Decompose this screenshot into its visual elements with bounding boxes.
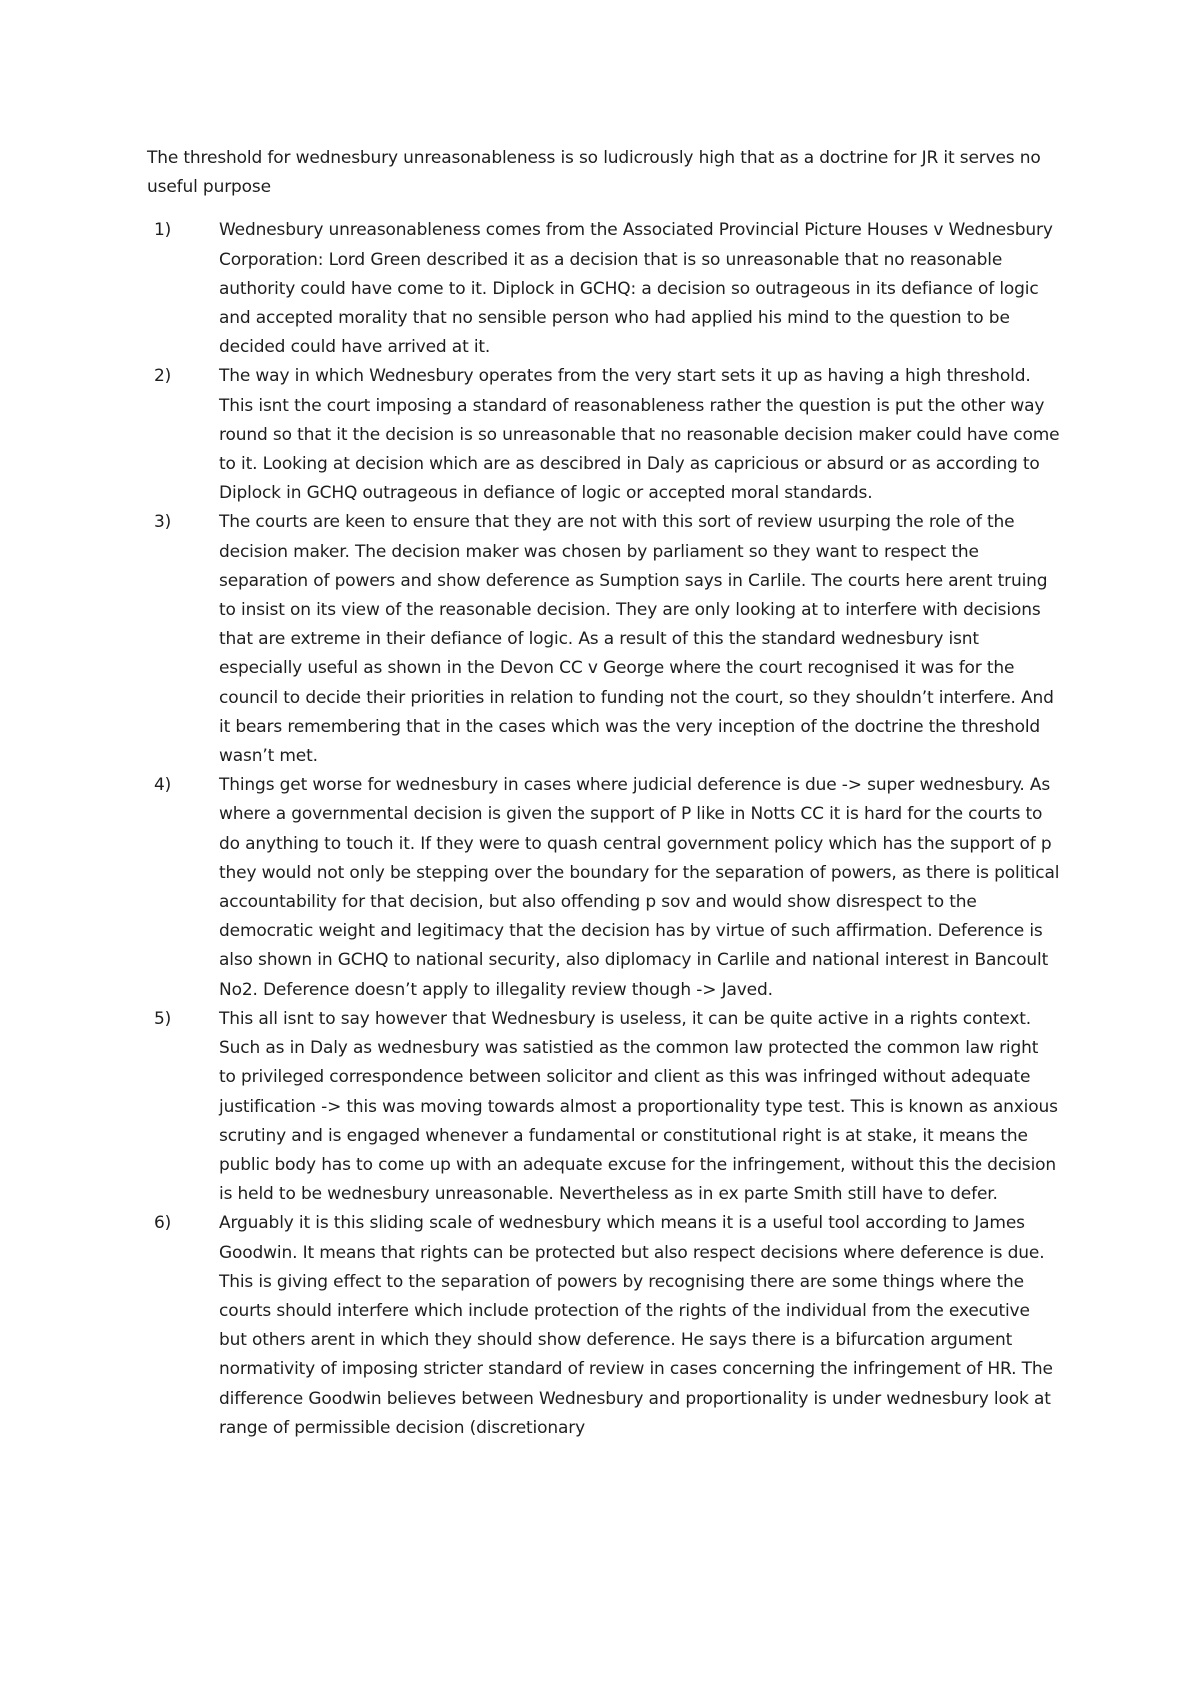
list-item	[147, 771, 1060, 1005]
numbered-list	[147, 216, 1060, 1443]
list-item-number: 4)	[154, 775, 172, 796]
list-item-text: Wednesbury unreasonableness comes from the Associated Provincial Picture Houses v Wednesbury Corporation: Lord Green described it as a decision that is so unreasonable that no reasonable authority could have come to it. Diplock in GCHQ: a decision so outrageous in its defiance of logic and accepted morality that no sensible person who had applied his mind to the question to be decided could have arrived at it.	[219, 220, 1053, 358]
list-item-number: 5)	[154, 1008, 172, 1029]
list-item	[147, 1005, 1060, 1209]
list-item-number: 2)	[154, 366, 172, 387]
list-item-number: 3)	[154, 512, 172, 533]
intro-paragraph: The threshold for wednesbury unreasonableness is so ludicrously high that as a doctrine for JR it serves no useful purpose	[147, 148, 1041, 198]
list-item	[147, 362, 1060, 508]
list-item	[147, 1209, 1060, 1443]
list-item-text: The courts are keen to ensure that they are not with this sort of review usurping the role of the decision maker. The decision maker was chosen by parliament so they want to respect the separation of powers and show deference as Sumption says in Carlile. The courts here arent truing to insist on its view of the reasonable decision. They are only looking at to interfere with decisions that are extreme in their defiance of logic. As a result of this the standard wednesbury isnt especially useful as shown in the Devon CC v George where the court recognised it was for the council to decide their priorities in relation to funding not the court, so they shouldn’t interfere. And it bears remembering that in the cases which was the very inception of the doctrine the threshold wasn’t met.	[219, 512, 1054, 767]
list-item	[147, 508, 1060, 771]
list-item-number: 1)	[154, 220, 172, 241]
list-item	[147, 216, 1060, 362]
list-item-number: 6)	[154, 1213, 172, 1234]
list-item-text: Things get worse for wednesbury in cases where judicial deference is due -> super wednesbury. As where a governmental decision is given the support of P like in Notts CC it is hard for the courts to do anything to touch it. If they were to quash central government policy which has the support of p they would not only be stepping over the boundary for the separation of powers, as there is political accountability for that decision, but also offending p sov and would show disrespect to the democratic weight and legitimacy that the decision has by virtue of such affirmation. Deference is also shown in GCHQ to national security, also diplomacy in Carlile and national interest in Bancoult No2. Deference doesn’t apply to illegality review though -> Javed.	[219, 775, 1060, 1000]
list-item-text: Arguably it is this sliding scale of wednesbury which means it is a useful tool according to James Goodwin. It means that rights can be protected but also respect decisions where deference is due. This is giving effect to the separation of powers by recognising there are some things where the courts should interfere which include protection of the rights of the individual from the executive but others arent in which they should show deference. He says there is a bifurcation argument normativity of imposing stricter standard of review in cases concerning the infringement of HR. The difference Goodwin believes between Wednesbury and proportionality is under wednesbury look at range of permissible decision (discretionary	[219, 1213, 1053, 1438]
list-item-text: The way in which Wednesbury operates from the very start sets it up as having a high threshold. This isnt the court imposing a standard of reasonableness rather the question is put the other way round so that it the decision is so unreasonable that no reasonable decision maker could have come to it. Looking at decision which are as descibred in Daly as capricious or absurd or as according to Diplock in GCHQ outrageous in defiance of logic or accepted moral standards.	[219, 366, 1060, 504]
list-item-text: This all isnt to say however that Wednesbury is useless, it can be quite active in a rights context. Such as in Daly as wednesbury was satistied as the common law protected the common law right to privileged correspondence between solicitor and client as this was infringed without adequate justification -> this was moving towards almost a proportionality type test. This is known as anxious scrutiny and is engaged whenever a fundamental or constitutional right is at stake, it means the public body has to come up with an adequate excuse for the infringement, without this the decision is held to be wednesbury unreasonable. Nevertheless as in ex parte Smith still have to defer.	[219, 1008, 1058, 1205]
